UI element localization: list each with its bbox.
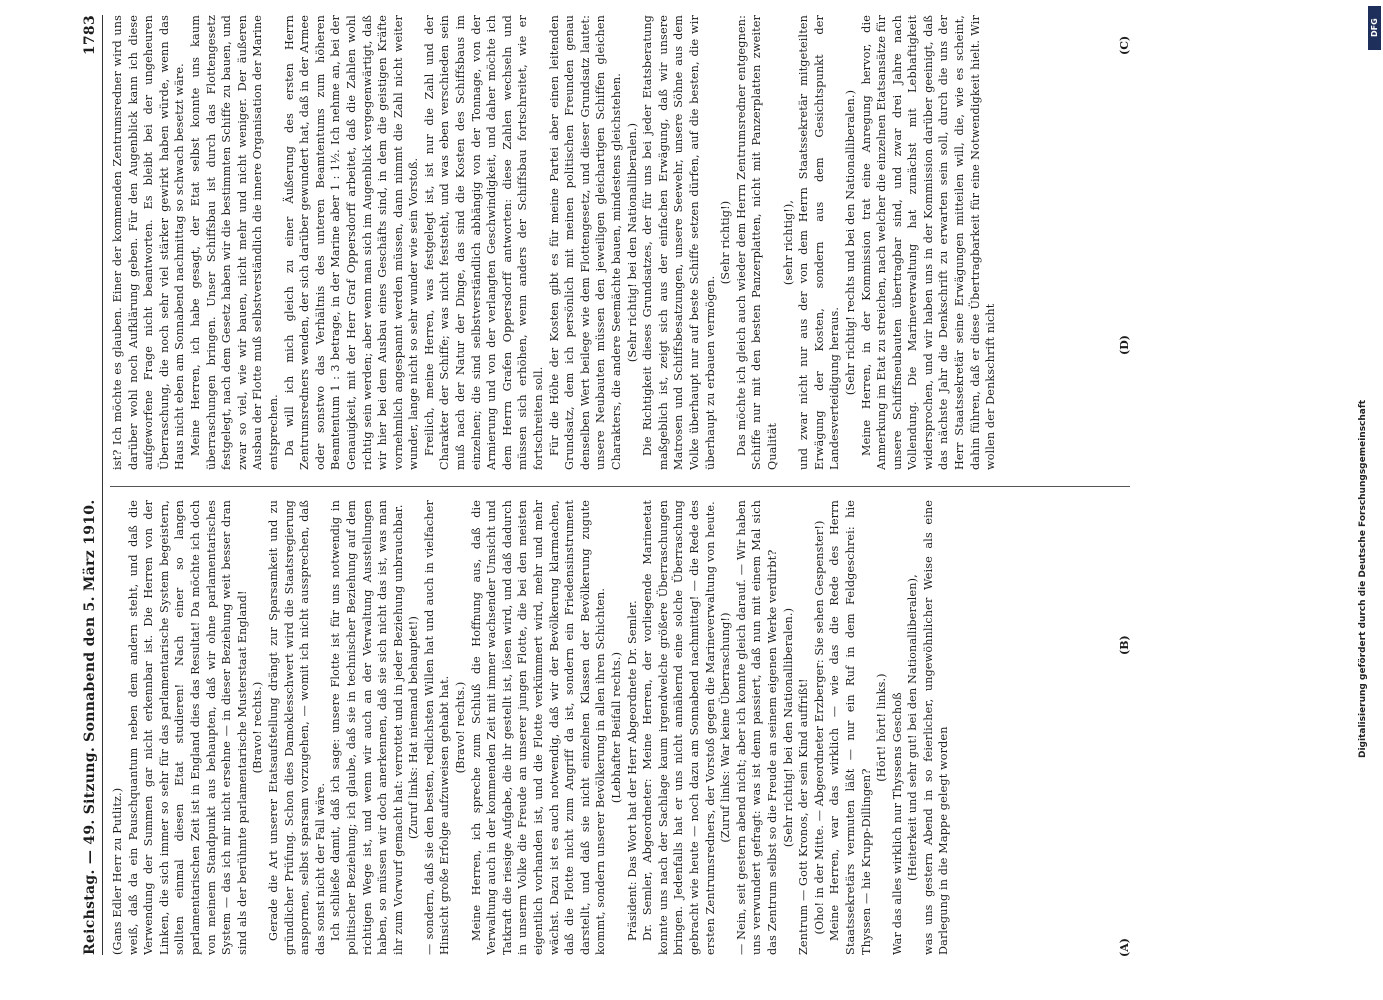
interjection: (Sehr richtig! rechts und bei den Nationalliberalen.) <box>843 89 857 396</box>
paragraph: Da will ich mich gleich zu einer Äußerung des ersten Herrn Zentrumsredners wenden, der sich darüber gewundert hat, daß in der Armee oder sonstwo das Verhältnis des unteren Beamtentums zum höheren Beamtentum 1 : 3 betrage, in der Marine aber 1 : 1½. Ich nehme an, bei der Genauigkeit, mit der Herr Graf Oppersdorff arbeitet, daß die Zahlen wohl richtig sein werden; aber wenn man sich im Augenblick vergegenwärtigt, daß wir hier bei dem Ausbau eines Geschäfts sind, in dem die geistigen Kräfte vornehmlich angespannt werden müssen, dann nimmt die Zahl nicht weiter wunder, lange nicht so sehr wunder wie sein Vorstoß. <box>282 15 421 470</box>
paragraph: Meine Herren, war das wirklich — wie das die Rede des Herrn Staatssekretärs vermuten läßt — nur ein Ruf in dem Feldgeschrei: hie Thyssen — hie Krupp-Dillingen? <box>828 500 873 955</box>
paragraph: Das möchte ich gleich auch wieder dem Herrn Zentrumsredner entgegnen: Schiffe nur mit den besten Panzerplatten, nicht mit Panzerplatten zweiter Qualität <box>734 15 779 470</box>
paragraph: — sondern, daß sie den besten, redlichsten Willen hat und auch in vielfacher Hinsicht große Erfolge aufzuweisen gehabt hat. <box>422 500 452 955</box>
paragraph: Meine Herren, ich habe gesagt, der Etat selbst konnte uns kaum überraschungen bringen. Unser Schiffsbau ist durch das Flottengesetz festgelegt, nach dem Gesetz haben wir die bestimmten Schiffe zu bauen, und zwar so viel, wie wir bauen, nicht mehr und nicht weniger. Der äußeren Ausbau der Flotte muß selbstverständlich die innere Organisation der Marine entsprechen. <box>188 15 280 470</box>
page-number: 1783 <box>82 15 98 56</box>
paragraph: — Nein, seit gestern abend nicht; aber ich konnte gleich darauf. — Wir haben uns verwundert gefragt: was ist denn passiert, daß nun mit einem Mal sich das Zentrum selbst so die Freude an seinem eigenen Werke verdirbt? <box>734 500 779 955</box>
dfg-logo: DFG <box>1368 6 1381 50</box>
paragraph: Meine Herren, in der Kommission trat eine Anregung hervor, die Anmerkung im Etat zu streichen, nach welcher die einzelnen Etatsansätze für unsere Schiffsneubauten übertragbar sind, und zwar drei Jahre nach Vollendung. Die Marineverwaltung hat zunächst mit Lebhaftigkeit widersprochen, und wir haben uns in der Kommission darüber geeinigt, daß das nächste Jahr die Denkschrift zu erwarten sein soll, durch die uns der Herr Staatssekretär seine Erwägungen mitteilen will, die, wie es scheint, dahin führen, daß er diese Übertragbarkeit für eine Notwendigkeit hielt. Wir wollen der Denkschrift nicht <box>859 15 998 470</box>
paragraph: Für die Höhe der Kosten gibt es für meine Partei aber einen leitenden Grundsatz, dem ich persönlich mit meinen politischen Freunden genau denselben Wert beilege wie dem Flottengesetz, und dieser Grundsatz lautet: unsere Neubauten müssen den jeweiligen gleichartigen Schiffen gleichen Charakters, die andere Seemächte bauen, mindestens gleichstehen. <box>547 15 623 470</box>
right-column <box>110 15 1130 470</box>
paragraph: was uns gestern Abend in so feierlicher, ungewöhnlicher Weise als eine Darlegung in die Mappe gelegt worden <box>921 500 951 955</box>
president-line: Präsident: Das Wort hat der Herr Abgeordnete Dr. Semler. <box>625 600 639 941</box>
paragraph: ist? Ich möchte es glauben. Einer der kommenden Zentrumsredner wird uns darüber wohl noch Aufklärung geben. Für den Augenblick kann ich diese aufgeworfene Frage nicht beantworten. Es bleibt bei der ungeheuren Überraschung, die noch sehr viel stärker gewirkt haben würde, wenn das Haus nicht eben am Sonnabend nachmittag so schwach besetzt wäre. <box>111 15 187 470</box>
paragraph: Zentrum — Gott Kronos, der sein Kind auffrißt! <box>797 678 811 955</box>
paragraph: Dr. Semler, Abgeordneter: Meine Herren, der vorliegende Marineetat konnte uns nach der Sachlage kaum irgendwelche größere Überraschungen bringen. Jedenfalls hat er uns nicht annähernd eine solche Überraschung gebracht wie heute — noch dazu am Sonnabend nachmittag! — die Rede des ersten Zentrumsredners, der Vorstoß gegen die Marineverwaltung von heute. <box>641 500 717 955</box>
interjection: (Bravo! rechts.) <box>251 681 265 774</box>
interjection: (Bravo! rechts.) <box>454 681 468 774</box>
header-title: Reichstag. — 49. Sitzung. Sonnabend den 5. März 1910. <box>82 499 98 955</box>
interjection: (Oho! in der Mitte. — Abgeordneter Erzberger: Sie sehen Gespenster!) <box>812 520 826 935</box>
paragraph: und zwar nicht nur aus der von dem Herrn Staatssekretär mitgeteilten Erwägung der Kosten, sondern aus dem Gesichtspunkt der Landesverteidigung heraus. <box>797 15 842 470</box>
interjection: (sehr richtig!), <box>781 199 795 286</box>
rotated-page-content <box>78 15 1138 955</box>
interjection: (Zuruf links: Hat niemand behauptet!) <box>407 616 421 839</box>
interjection: (Sehr richtig!) <box>719 200 733 285</box>
paragraph: Freilich, meine Herren, was festgelegt ist, ist nur die Zahl und der Charakter der Schiffe; was nicht feststeht, und was eben verschieden sein muß nach der Natur der Dinge, das sind die Kosten des Schiffsbaus im einzelnen; die sind selbstverständlich abhängig von der Tonnage, von der Armierung und von der verlangten Geschwindigkeit, und daher möchte ich dem Herrn Grafen Oppersdorff antworten: diese Zahlen wechseln und müssen sich erhöhen, wenn anders der Schiffsbau fortschreitet, wie er fortschreiten soll. <box>422 15 546 470</box>
running-header <box>78 15 102 955</box>
interjection: (Lebhafter Beifall rechts.) <box>610 651 623 804</box>
paragraph: weiß, daß da ein Pauschquantum neben dem andern steht, und daß die Verwendung der Summen gar nicht erkennbar ist. Die Herren von der Linken, die sich immer so sehr für das parlamentarische System begeistern, sollten einmal diesen Etat studieren! Nach einer so langen parlamentarischen Zeit ist in England dies das Resultat! Da möchte ich doch von meinem Standpunkt aus behaupten, daß wir ohne parlamentarisches System — das ich mir nicht ersehne — in dieser Beziehung weit besser dran sind als der berühmte parlamentarische Musterstaat England! <box>126 500 249 955</box>
interjection: (Hört! hört! links.) <box>875 673 889 782</box>
left-column <box>110 500 1130 955</box>
paragraph: Die Richtigkeit dieses Grundsatzes, der für uns bei jeder Etatsberatung maßgeblich ist, zeigt sich aus der einfachen Erwägung, daß wir unsere Matrosen und Schiffsbesatzungen, unsere Seewehr, unsere Söhne aus dem Volke überhaupt nur auf beste Schiffe setzen dürfen, auf die besten, die wir überhaupt zu erbauen vermögen. <box>641 15 717 470</box>
margin-mark-d: (D) <box>1118 335 1131 355</box>
paragraph: Gerade die Art unserer Etatsaufstellung drängt zur Sparsamkeit und zu gründlicher Prüfung. Schon dies Damoklesschwert wird die Staatsregierung anspornen, selbst sparsam vorzugehen, — womit ich nicht aussprechen, daß das sonst nicht der Fall wäre. <box>266 500 327 955</box>
margin-mark-a: (A) <box>1118 938 1131 957</box>
paragraph: War das alles wirklich nur Thyssens Geschoß <box>890 692 904 955</box>
interjection: (Zuruf links: War keine Überraschung!) <box>719 612 733 843</box>
interjection: (Heiterkeit und sehr gut! bei den Nationalliberalen), <box>906 574 920 881</box>
funding-note: Digitalisierung gefördert durch die Deutsche Forschungsgemeinschaft <box>1358 399 1368 758</box>
speaker-note: (Gans Edler Herr zu Putlitz.) <box>111 787 124 955</box>
margin-mark-b: (B) <box>1118 635 1131 655</box>
margin-mark-c: (C) <box>1118 35 1131 55</box>
paragraph: Meine Herren, ich spreche zum Schluß die Hoffnung aus, daß die Verwaltung auch in der kommenden Zeit mit immer wachsender Umsicht und Tatkraft die riesige Aufgabe, die ihr gestellt ist, lösen wird, und daß dadurch in unserm Volke die Freude an unserer jungen Flotte, die bei den meisten eigentlich vorhanden ist, und die Flotte verkümmert wird, mehr und mehr wächst. Dazu ist es auch notwendig, daß wir der Bevölkerung klarmachen, daß die Flotte nicht zum Angriff da ist, sondern ein Friedensinstrument darstellt, und daß sie nicht einzelnen Klassen der Bevölkerung zugute kommt, sondern unserer Bevölkerung in allen ihren Schichten. <box>469 500 608 955</box>
column-divider <box>110 486 1130 487</box>
interjection: (Sehr richtig! bei den Nationalliberalen.) <box>625 122 639 363</box>
paragraph: Ich schließe damit, daß ich sage: unsere Flotte ist für uns notwendig in politischer Beziehung; ich glaube, daß sie in technischer Beziehung auf dem richtigen Wege ist, und wenn wir auch an der Verwaltung Ausstellungen haben, so müssen wir doch anerkennen, daß sie sich nicht das ist, was man ihr zum Vorwurf gemacht hat: verrottet und in jeder Beziehung unbrauchbar. <box>329 500 405 955</box>
interjection: (Sehr richtig! bei den Nationalliberalen.) <box>781 607 795 848</box>
header-rule <box>102 15 103 955</box>
